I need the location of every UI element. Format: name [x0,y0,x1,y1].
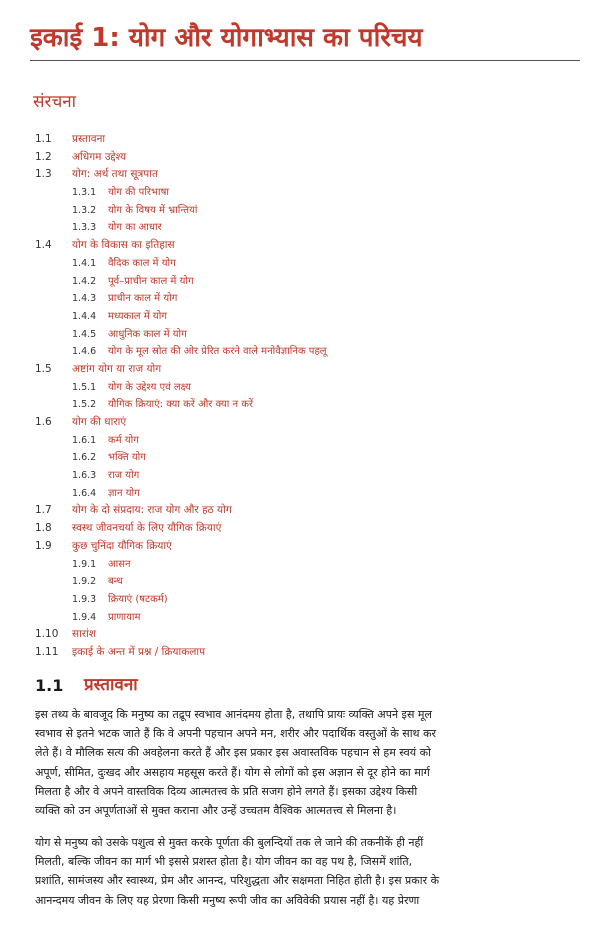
toc-item[interactable] [0,520,600,538]
toc-item-label: अष्टांग योग या राज योग [72,362,162,375]
toc-item-label: ज्ञान योग [108,487,140,499]
toc-item[interactable] [0,361,600,379]
toc-item-label: क्रियाएं (षटकर्म) [108,593,168,605]
toc-item[interactable] [0,609,600,627]
toc-item[interactable] [0,237,600,255]
toc-item-label: यौगिक क्रियाएं: क्या करें और क्या न करें [108,399,253,411]
toc-item[interactable] [0,432,600,450]
toc-item[interactable] [0,396,600,414]
toc-item-label: प्राणायाम [108,611,141,623]
toc-item-label: अधिगम उद्देश्य [72,150,127,163]
section-number: 1.1 [35,676,64,695]
toc-item-label: स्वस्थ जीवनचर्या के लिए यौगिक क्रियाएं [72,522,222,535]
toc-item-number: 1.4.3 [72,293,97,305]
toc-item[interactable] [0,166,600,184]
toc-item-label: भक्ति योग [108,452,146,464]
toc-item[interactable] [0,449,600,467]
toc-item-label: बन्ध [108,576,123,588]
toc-item-label: आसन [108,558,131,570]
toc-item-number: 1.5.1 [72,381,97,393]
toc-item-number: 1.3 [35,168,52,181]
toc-item-number: 1.9.2 [72,576,97,588]
paragraph-line: मिलती, बल्कि जीवन का मार्ग भी इससे प्रशस्त होता है। योग जीवन का वह पथ है, जिसमें शांति, [35,855,413,869]
toc-item-number: 1.9 [35,539,52,552]
toc-item-number: 1.6.1 [72,434,97,446]
toc-item-label: योग के दो संप्रदाय: राज योग और हठ योग [72,504,232,517]
toc-item[interactable] [0,591,600,609]
toc-item-number: 1.5 [35,362,52,375]
paragraph-line: आनन्दमय जीवन के लिए यह प्रेरणा किसी मनुष्य रूपी जीव का अविवेकी प्रयास नहीं है। यह प्रेरणा [35,893,420,907]
toc-item-label: पूर्व–प्राचीन काल में योग [108,275,194,287]
toc-item-number: 1.3.2 [72,204,97,216]
toc-item[interactable] [0,343,600,361]
toc-item-number: 1.6.3 [72,470,97,482]
toc-item[interactable] [0,308,600,326]
toc-item-label: आधुनिक काल में योग [108,328,187,340]
toc-item-number: 1.2 [35,150,52,163]
toc-item-number: 1.4.4 [72,310,97,322]
toc-item-number: 1.7 [35,504,52,517]
toc-item[interactable] [0,184,600,202]
toc-item-number: 1.5.2 [72,399,97,411]
section-title: प्रस्तावना [84,675,138,695]
toc-item-label: वैदिक काल में योग [108,257,176,269]
paragraph-line: स्वभाव से इतने भटक जाते हैं कि वे अपनी पहचान अपने मन, शरीर और पदार्थिक वस्तुओं के साथ कर [35,727,437,741]
toc-item-label: मध्यकाल में योग [108,310,167,322]
toc-item-label: सारांश [72,628,96,641]
toc-item-number: 1.1 [35,133,52,145]
toc-item-label: योग: अर्थ तथा सूत्रपात [72,168,158,181]
toc-item-number: 1.9.3 [72,593,97,605]
toc-item[interactable] [0,273,600,291]
toc-item[interactable] [0,485,600,503]
toc-item[interactable] [0,467,600,485]
paragraph-line: योग से मनुष्य को उसके पशुत्व से मुक्त करके पूर्णता की बुलन्दियों तक ले जाने की तकनीकें ही नहीं [35,836,424,849]
toc-item-number: 1.3.1 [72,187,97,199]
toc-item-number: 1.10 [35,628,59,641]
toc-item-number: 1.9.1 [72,558,97,570]
toc-item-label: योग की परिभाषा [108,187,169,199]
toc-item-number: 1.9.4 [72,611,97,623]
toc-item[interactable] [0,556,600,574]
paragraph-2 [35,833,581,910]
paragraph-line: लेते हैं। वे मौलिक सत्य की अवहेलना करते हैं और इस प्रकार इस अवास्तविक पहचान से हम स्वयं को [35,746,431,760]
toc-item-label: प्राचीन काल में योग [108,293,178,305]
toc-item-label: राज योग [108,470,140,482]
toc-item[interactable] [0,202,600,220]
toc-item-label: कुछ चुनिंदा यौगिक क्रियाएं [72,539,172,552]
toc-item-label: कर्म योग [108,434,139,446]
toc-item[interactable] [0,131,600,149]
toc-item-label: योग के उद्देश्य एवं लक्ष्य [108,381,191,393]
paragraph-line: व्यक्ति को उन अपूर्णताओं से मुक्त कराना और उन्हें उच्चतम वैश्विक आत्मतत्त्व से मिलना है। [35,804,397,818]
toc-item[interactable] [0,326,600,344]
structure-heading: संरचना [33,92,77,112]
toc-item-number: 1.4.2 [72,275,97,287]
unit-title: इकाई 1: योग और योगाभ्यास का परिचय [30,23,423,53]
toc-item-label: योग के विषय में भ्रान्तियां [108,204,198,216]
toc-item-number: 1.6.2 [72,452,97,464]
toc-item[interactable] [0,255,600,273]
toc-item-label: प्रस्तावना [72,133,106,145]
table-of-contents [0,131,600,662]
paragraph-line: अपूर्ण, सीमित, दुःखद और असहाय महसूस करते हैं। योग से लोगों को इस अज्ञान से दूर होने का मार्ग [35,765,430,779]
toc-item-number: 1.6 [35,416,52,428]
toc-item-number: 1.4 [35,239,52,252]
toc-item[interactable] [0,502,600,520]
toc-item-number: 1.6.4 [72,487,97,499]
toc-item-label: योग के मूल स्रोत की ओर प्रेरित करने वाले मनोवैज्ञानिक पहलू [108,346,327,358]
paragraph-line: प्रशांति, सामंजस्य और स्वास्थ्य, प्रेम और आनन्द, परिशुद्धता और सक्षमता निहित होती है। इस प्रकार के [35,874,440,888]
title-divider [30,60,580,61]
toc-item-number: 1.4.1 [72,257,97,269]
toc-item[interactable] [0,644,600,662]
toc-item[interactable] [0,149,600,167]
toc-item[interactable] [0,219,600,237]
toc-item-label: योग का आधार [108,222,162,234]
toc-item[interactable] [0,626,600,644]
toc-item-number: 1.3.3 [72,222,97,234]
toc-item-number: 1.4.6 [72,346,97,358]
toc-item-number: 1.11 [35,645,59,658]
toc-item-number: 1.8 [35,522,52,535]
toc-item[interactable] [0,573,600,591]
toc-item-label: इकाई के अन्त में प्रश्न / क्रियाकलाप [72,645,206,658]
toc-item-label: योग के विकास का इतिहास [72,239,175,252]
toc-item[interactable] [0,414,600,432]
paragraph-1 [35,705,581,820]
toc-item-label: योग की धाराएं [72,416,127,428]
toc-item[interactable] [0,538,600,556]
toc-item[interactable] [0,379,600,397]
toc-item[interactable] [0,290,600,308]
paragraph-line: मिलता है और वे अपने वास्तविक दिव्य आत्मतत्त्व के प्रति सजग होने लगते हैं। इसका उद्देश्य किसी [35,784,418,798]
toc-item-number: 1.4.5 [72,328,97,340]
paragraph-line: इस तथ्य के बावजूद कि मनुष्य का तद्रूप स्वभाव आनंदमय होता है, तथापि प्रायः व्यक्ति अपने इस मूल [35,708,432,721]
